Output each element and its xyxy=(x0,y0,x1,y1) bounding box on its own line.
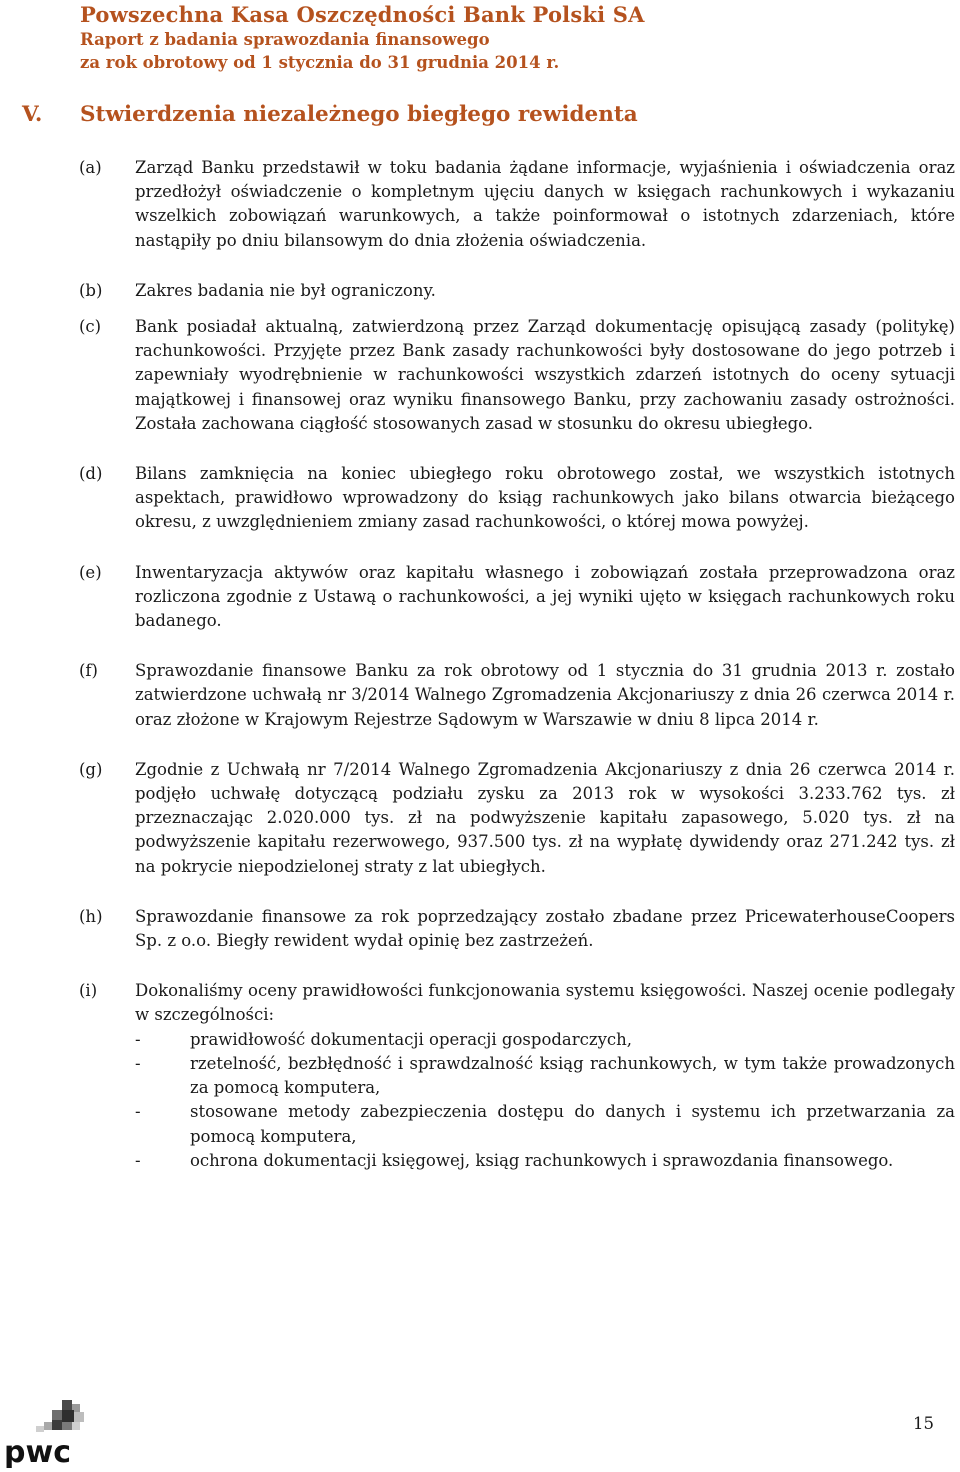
item-text: Sprawozdanie finansowe Banku za rok obrotowy od 1 stycznia do 31 grudnia 2013 r. zostało zatwierdzone uchwałą nr 3/2014 Walnego Zgromadzenia Akcjonariuszy z dnia 26 czerwca 2014 r. oraz złożone w Krajowym Rejestrze Sądowym w Warszawie w dniu 8 lipca 2014 r. xyxy=(135,661,955,729)
item-label: (h) xyxy=(79,906,103,926)
statement-item xyxy=(79,156,955,253)
logo-mosaic xyxy=(36,1400,84,1432)
item-label: (i) xyxy=(79,981,98,1001)
company-name: Powszechna Kasa Oszczędności Bank Polski SA xyxy=(80,2,645,27)
statement-item xyxy=(79,315,955,436)
item-text: Dokonaliśmy oceny prawidłowości funkcjonowania systemu księgowości. Naszej ocenie podlegały w szczególności: xyxy=(135,981,955,1025)
section-title: Stwierdzenia niezależnego biegłego rewidenta xyxy=(80,102,638,127)
sublist-item xyxy=(135,1149,955,1173)
sublist-item xyxy=(135,1052,955,1100)
item-label: (a) xyxy=(79,158,102,177)
dash-marker: - xyxy=(135,1053,141,1073)
sublist-item xyxy=(135,1100,955,1148)
section-heading xyxy=(22,100,922,130)
item-label: (g) xyxy=(79,759,103,779)
pwc-logo xyxy=(4,1396,114,1468)
dash-marker: - xyxy=(135,1102,141,1122)
sublist-text: stosowane metody zabezpieczenia dostępu do danych i systemu ich przetwarzania za pomocą komputera, xyxy=(190,1102,955,1146)
item-text: Inwentaryzacja aktywów oraz kapitału własnego i zobowiązań została przeprowadzona oraz rozliczona zgodnie z Ustawą o rachunkowości, a jej wyniki ujęto w księgach rachunkowych roku badanego. xyxy=(135,562,955,631)
item-text: Bilans zamknięcia na koniec ubiegłego roku obrotowego został, we wszystkich istotnych aspektach, prawidłowo wprowadzony do ksiąg rachunkowych jako bilans otwarcia bieżącego okresu, z uwzględnieniem zmiany zasad rachunkowości, o której mowa powyżej. xyxy=(135,464,955,532)
sublist-text: prawidłowość dokumentacji operacji gospodarczych, xyxy=(190,1029,633,1049)
item-label: (d) xyxy=(79,464,103,484)
statements-list xyxy=(79,156,955,1173)
sublist-text: rzetelność, bezbłędność i sprawdzalność ksiąg rachunkowych, w tym także prowadzonych za pomocą komputera, xyxy=(190,1053,955,1098)
item-content xyxy=(135,979,955,1173)
sublist-item xyxy=(135,1028,955,1052)
report-period: za rok obrotowy od 1 stycznia do 31 grudnia 2014 r. xyxy=(80,53,560,72)
item-label: (c) xyxy=(79,317,102,337)
sublist-text: ochrona dokumentacji księgowej, ksiąg rachunkowych i sprawozdania finansowego. xyxy=(190,1150,894,1170)
section-number: V. xyxy=(22,102,43,127)
item-text: Zarząd Banku przedstawił w toku badania żądane informacje, wyjaśnienia i oświadczenia oraz przedłożył oświadczenie o kompletnym ujęciu danych w księgach rachunkowych i wykazaniu wszelkich zobowiązań warunkowych, a także poinformował o istotnych zdarzeniach, które nastąpiły po dniu bilansowym do dnia złożenia oświadczenia. xyxy=(135,158,955,250)
statement-item xyxy=(79,905,955,953)
statement-item xyxy=(79,462,955,535)
statement-item xyxy=(79,561,955,634)
dash-marker: - xyxy=(135,1029,141,1049)
statement-item xyxy=(79,979,955,1173)
statement-item xyxy=(79,758,955,879)
report-title: Raport z badania sprawozdania finansowego xyxy=(80,30,490,49)
item-label: (b) xyxy=(79,280,103,300)
dash-marker: - xyxy=(135,1150,141,1170)
logo-wordmark: pwc xyxy=(4,1435,71,1468)
statement-item xyxy=(79,659,955,732)
statement-item xyxy=(79,279,955,303)
item-text: Bank posiadał aktualną, zatwierdzoną przez Zarząd dokumentację opisującą zasady (politykę) rachunkowości. Przyjęte przez Bank zasady rachunkowości były dostosowane do jego potrzeb i zapewniały wyodrębnienie w rachunkowości wszystkich zdarzeń istotnych do oceny sytuacji majątkowej i finansowej oraz wyniku finansowego Banku, przy zachowaniu zasady ostrożności. Została zachowana ciągłość stosowanych zasad w stosunku do okresu ubiegłego. xyxy=(135,317,955,433)
item-text: Sprawozdanie finansowe za rok poprzedzający zostało zbadane przez PricewaterhouseCoopers Sp. z o.o. Biegły rewident wydał opinię bez zastrzeżeń. xyxy=(135,906,955,951)
report-header xyxy=(80,2,940,74)
item-label: (f) xyxy=(79,661,98,681)
item-label: (e) xyxy=(79,562,102,582)
evaluation-sublist xyxy=(135,1028,955,1173)
item-text: Zgodnie z Uchwałą nr 7/2014 Walnego Zgromadzenia Akcjonariuszy z dnia 26 czerwca 2014 r. podjęło uchwałę dotyczącą podziału zysku za 2013 rok w wysokości 3.233.762 tys. zł przeznaczając 2.020.000 tys. zł na podwyższenie kapitału zapasowego, 5.020 tys. zł na podwyższenie kapitału rezerwowego, 937.500 tys. zł na wypłatę dywidendy oraz 271.242 tys. zł na pokrycie niepodzielonej straty z lat ubiegłych. xyxy=(135,759,955,876)
item-text: Zakres badania nie był ograniczony. xyxy=(135,280,436,300)
page-number: 15 xyxy=(913,1414,934,1433)
